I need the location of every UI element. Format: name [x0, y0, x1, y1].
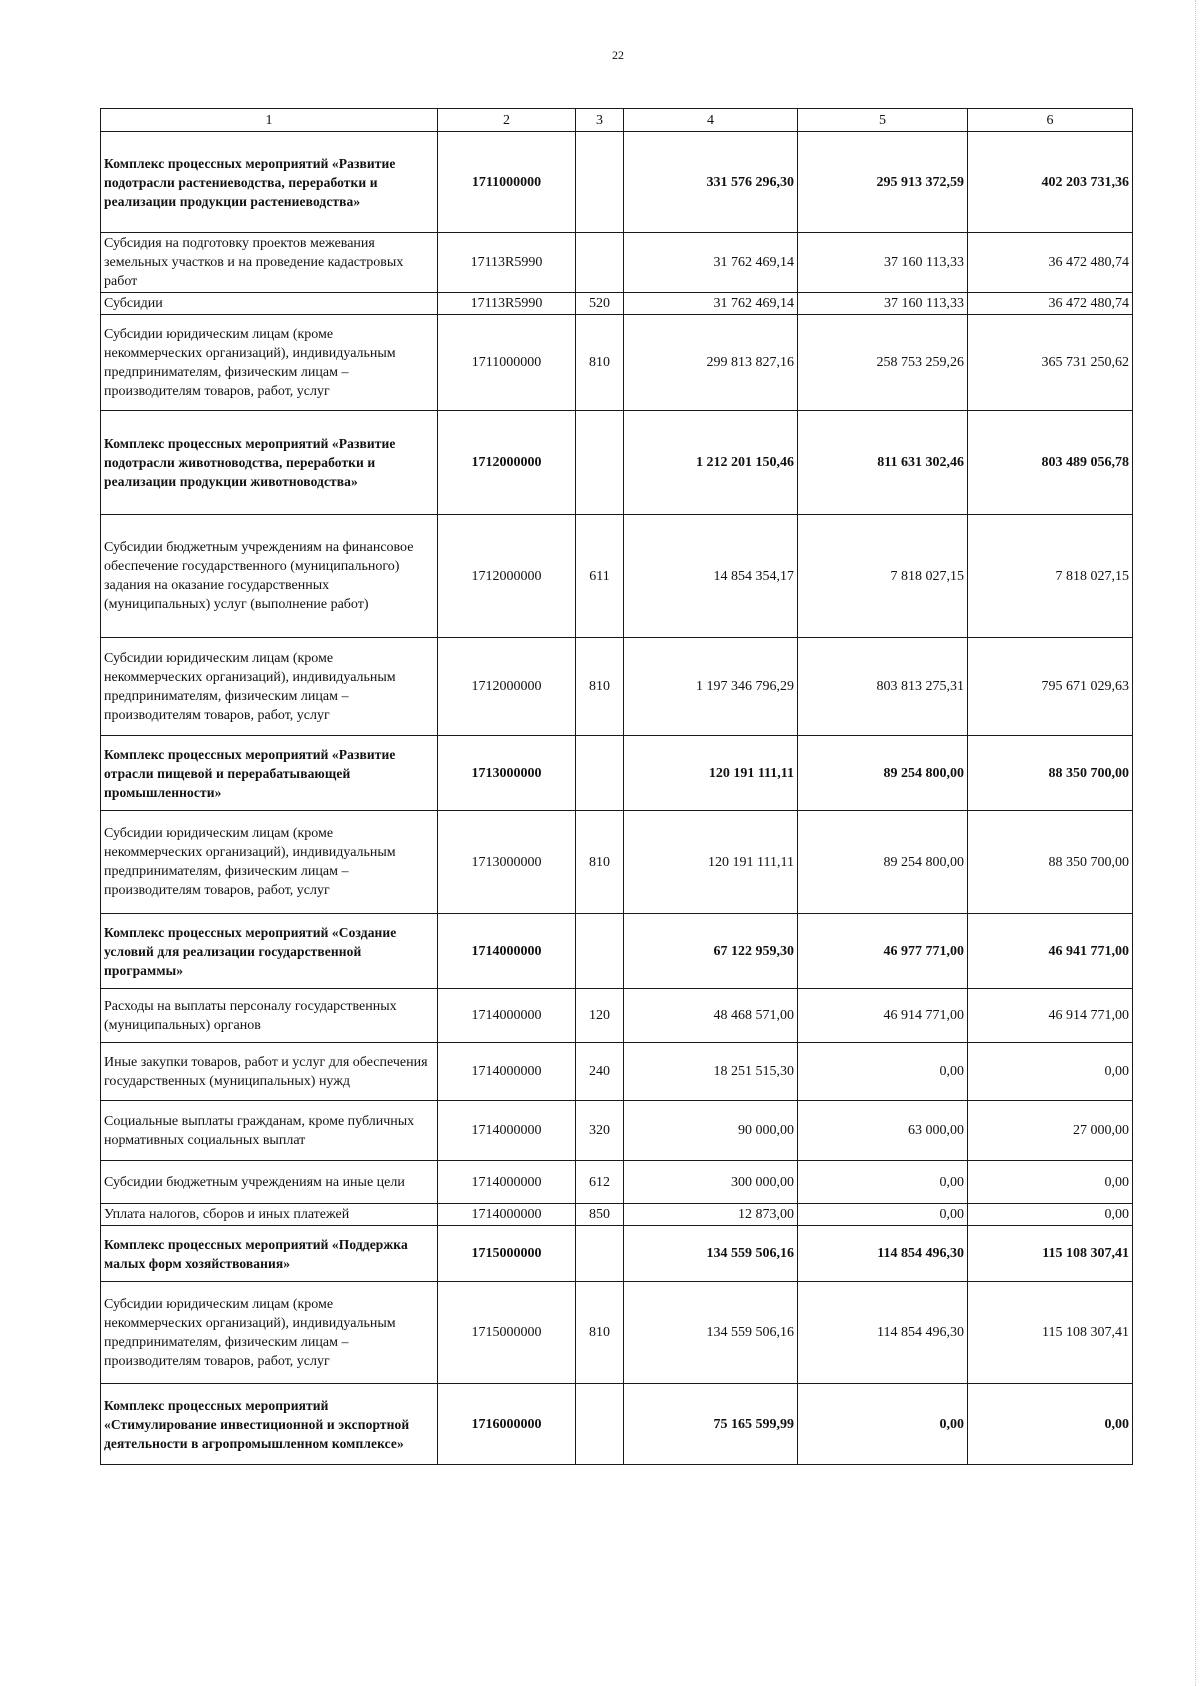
amount-col-4: 75 165 599,99: [624, 1384, 798, 1465]
amount-col-5: 0,00: [798, 1204, 968, 1226]
target-article-code: 1712000000: [438, 515, 576, 638]
expense-type-code: 810: [576, 638, 624, 736]
amount-col-6: 402 203 731,36: [968, 132, 1133, 233]
amount-col-6: 795 671 029,63: [968, 638, 1133, 736]
table-row: [101, 1043, 1133, 1101]
target-article-code: 1712000000: [438, 411, 576, 515]
row-description: Комплекс процессных мероприятий «Развитие отрасли пищевой и перерабатывающей промышленности»: [101, 736, 438, 811]
expense-type-code: 810: [576, 1282, 624, 1384]
column-header: 6: [968, 109, 1133, 132]
target-article-code: 1714000000: [438, 1161, 576, 1204]
target-article-code: 1715000000: [438, 1282, 576, 1384]
expense-type-code: [576, 411, 624, 515]
expense-type-code: 850: [576, 1204, 624, 1226]
amount-col-5: 0,00: [798, 1043, 968, 1101]
amount-col-6: 803 489 056,78: [968, 411, 1133, 515]
table-row: [101, 638, 1133, 736]
amount-col-5: 0,00: [798, 1161, 968, 1204]
amount-col-4: 14 854 354,17: [624, 515, 798, 638]
amount-col-5: 7 818 027,15: [798, 515, 968, 638]
amount-col-6: 46 914 771,00: [968, 989, 1133, 1043]
amount-col-6: 0,00: [968, 1043, 1133, 1101]
row-description: Комплекс процессных мероприятий «Развитие подотрасли животноводства, переработки и реализации продукции животноводства»: [101, 411, 438, 515]
amount-col-6: 36 472 480,74: [968, 293, 1133, 315]
expense-type-code: 810: [576, 811, 624, 914]
amount-col-6: 0,00: [968, 1384, 1133, 1465]
target-article-code: 1712000000: [438, 638, 576, 736]
amount-col-5: 114 854 496,30: [798, 1226, 968, 1282]
table-row-program-total: [101, 1384, 1133, 1465]
target-article-code: 1714000000: [438, 914, 576, 989]
row-description: Субсидии юридическим лицам (кроме некоммерческих организаций), индивидуальным предпринимателям, физическим лицам – производителям товаров, работ, услуг: [101, 638, 438, 736]
column-header: 5: [798, 109, 968, 132]
target-article-code: 1711000000: [438, 315, 576, 411]
amount-col-5: 46 914 771,00: [798, 989, 968, 1043]
table-row: [101, 293, 1133, 315]
amount-col-4: 120 191 111,11: [624, 736, 798, 811]
row-description: Субсидии юридическим лицам (кроме некоммерческих организаций), индивидуальным предпринимателям, физическим лицам – производителям товаров, работ, услуг: [101, 1282, 438, 1384]
amount-col-4: 31 762 469,14: [624, 233, 798, 293]
target-article-code: 1716000000: [438, 1384, 576, 1465]
column-header: 3: [576, 109, 624, 132]
amount-col-4: 48 468 571,00: [624, 989, 798, 1043]
amount-col-4: 12 873,00: [624, 1204, 798, 1226]
expense-type-code: 320: [576, 1101, 624, 1161]
target-article-code: 1715000000: [438, 1226, 576, 1282]
row-description: Субсидии: [101, 293, 438, 315]
amount-col-6: 0,00: [968, 1204, 1133, 1226]
amount-col-5: 258 753 259,26: [798, 315, 968, 411]
target-article-code: 1714000000: [438, 1204, 576, 1226]
amount-col-6: 88 350 700,00: [968, 736, 1133, 811]
table-row-program-total: [101, 914, 1133, 989]
amount-col-4: 1 212 201 150,46: [624, 411, 798, 515]
row-description: Комплекс процессных мероприятий «Создание условий для реализации государственной программы»: [101, 914, 438, 989]
table-row: [101, 811, 1133, 914]
header-row: [101, 109, 1133, 132]
expense-type-code: 520: [576, 293, 624, 315]
expense-type-code: 120: [576, 989, 624, 1043]
row-description: Комплекс процессных мероприятий «Поддержка малых форм хозяйствования»: [101, 1226, 438, 1282]
column-header: 1: [101, 109, 438, 132]
expense-type-code: 611: [576, 515, 624, 638]
table-row: [101, 1161, 1133, 1204]
table-row: [101, 1101, 1133, 1161]
expense-type-code: [576, 233, 624, 293]
amount-col-6: 88 350 700,00: [968, 811, 1133, 914]
amount-col-4: 18 251 515,30: [624, 1043, 798, 1101]
expense-type-code: 612: [576, 1161, 624, 1204]
table-row: [101, 515, 1133, 638]
amount-col-6: 46 941 771,00: [968, 914, 1133, 989]
table-row-program-total: [101, 411, 1133, 515]
table-row-program-total: [101, 132, 1133, 233]
amount-col-6: 365 731 250,62: [968, 315, 1133, 411]
target-article-code: 1714000000: [438, 989, 576, 1043]
amount-col-4: 134 559 506,16: [624, 1282, 798, 1384]
table-row: [101, 1282, 1133, 1384]
target-article-code: 1714000000: [438, 1043, 576, 1101]
amount-col-5: 89 254 800,00: [798, 811, 968, 914]
page-number: 22: [612, 48, 624, 62]
amount-col-6: 0,00: [968, 1161, 1133, 1204]
column-header: 4: [624, 109, 798, 132]
amount-col-5: 37 160 113,33: [798, 233, 968, 293]
amount-col-5: 811 631 302,46: [798, 411, 968, 515]
row-description: Субсидии юридическим лицам (кроме некоммерческих организаций), индивидуальным предпринимателям, физическим лицам – производителям товаров, работ, услуг: [101, 811, 438, 914]
table-row-program-total: [101, 1226, 1133, 1282]
amount-col-5: 37 160 113,33: [798, 293, 968, 315]
amount-col-4: 134 559 506,16: [624, 1226, 798, 1282]
row-description: Иные закупки товаров, работ и услуг для обеспечения государственных (муниципальных) нужд: [101, 1043, 438, 1101]
row-description: Социальные выплаты гражданам, кроме публичных нормативных социальных выплат: [101, 1101, 438, 1161]
target-article-code: 17113R5990: [438, 293, 576, 315]
amount-col-5: 89 254 800,00: [798, 736, 968, 811]
row-description: Расходы на выплаты персоналу государственных (муниципальных) органов: [101, 989, 438, 1043]
table-row: [101, 989, 1133, 1043]
amount-col-4: 331 576 296,30: [624, 132, 798, 233]
expense-type-code: [576, 1384, 624, 1465]
amount-col-4: 31 762 469,14: [624, 293, 798, 315]
target-article-code: 1713000000: [438, 811, 576, 914]
row-description: Комплекс процессных мероприятий «Развитие подотрасли растениеводства, переработки и реализации продукции растениеводства»: [101, 132, 438, 233]
amount-col-6: 115 108 307,41: [968, 1226, 1133, 1282]
amount-col-4: 299 813 827,16: [624, 315, 798, 411]
column-header: 2: [438, 109, 576, 132]
target-article-code: 1711000000: [438, 132, 576, 233]
amount-col-5: 0,00: [798, 1384, 968, 1465]
amount-col-4: 67 122 959,30: [624, 914, 798, 989]
amount-col-4: 1 197 346 796,29: [624, 638, 798, 736]
budget-table-wrapper: [100, 108, 1133, 1465]
amount-col-4: 90 000,00: [624, 1101, 798, 1161]
scan-edge-artifact: [1193, 0, 1196, 1686]
row-description: Субсидия на подготовку проектов межевания земельных участков и на проведение кадастровых работ: [101, 233, 438, 293]
amount-col-6: 115 108 307,41: [968, 1282, 1133, 1384]
target-article-code: 17113R5990: [438, 233, 576, 293]
table-row-program-total: [101, 736, 1133, 811]
row-description: Субсидии бюджетным учреждениям на финансовое обеспечение государственного (муниципального) задания на оказание государственных (муниципальных) услуг (выполнение работ): [101, 515, 438, 638]
table-row: [101, 1204, 1133, 1226]
expense-type-code: [576, 1226, 624, 1282]
table-body: [101, 132, 1133, 1465]
row-description: Субсидии бюджетным учреждениям на иные цели: [101, 1161, 438, 1204]
target-article-code: 1713000000: [438, 736, 576, 811]
amount-col-6: 27 000,00: [968, 1101, 1133, 1161]
amount-col-5: 114 854 496,30: [798, 1282, 968, 1384]
expense-type-code: [576, 132, 624, 233]
amount-col-6: 36 472 480,74: [968, 233, 1133, 293]
row-description: Комплекс процессных мероприятий «Стимулирование инвестиционной и экспортной деятельности в агропромышленном комплексе»: [101, 1384, 438, 1465]
target-article-code: 1714000000: [438, 1101, 576, 1161]
row-description: Субсидии юридическим лицам (кроме некоммерческих организаций), индивидуальным предпринимателям, физическим лицам – производителям товаров, работ, услуг: [101, 315, 438, 411]
budget-table: [100, 108, 1133, 1465]
expense-type-code: [576, 736, 624, 811]
row-description: Уплата налогов, сборов и иных платежей: [101, 1204, 438, 1226]
expense-type-code: 240: [576, 1043, 624, 1101]
amount-col-5: 803 813 275,31: [798, 638, 968, 736]
amount-col-4: 120 191 111,11: [624, 811, 798, 914]
amount-col-4: 300 000,00: [624, 1161, 798, 1204]
amount-col-6: 7 818 027,15: [968, 515, 1133, 638]
expense-type-code: [576, 914, 624, 989]
table-row: [101, 233, 1133, 293]
amount-col-5: 63 000,00: [798, 1101, 968, 1161]
amount-col-5: 46 977 771,00: [798, 914, 968, 989]
expense-type-code: 810: [576, 315, 624, 411]
table-row: [101, 315, 1133, 411]
amount-col-5: 295 913 372,59: [798, 132, 968, 233]
